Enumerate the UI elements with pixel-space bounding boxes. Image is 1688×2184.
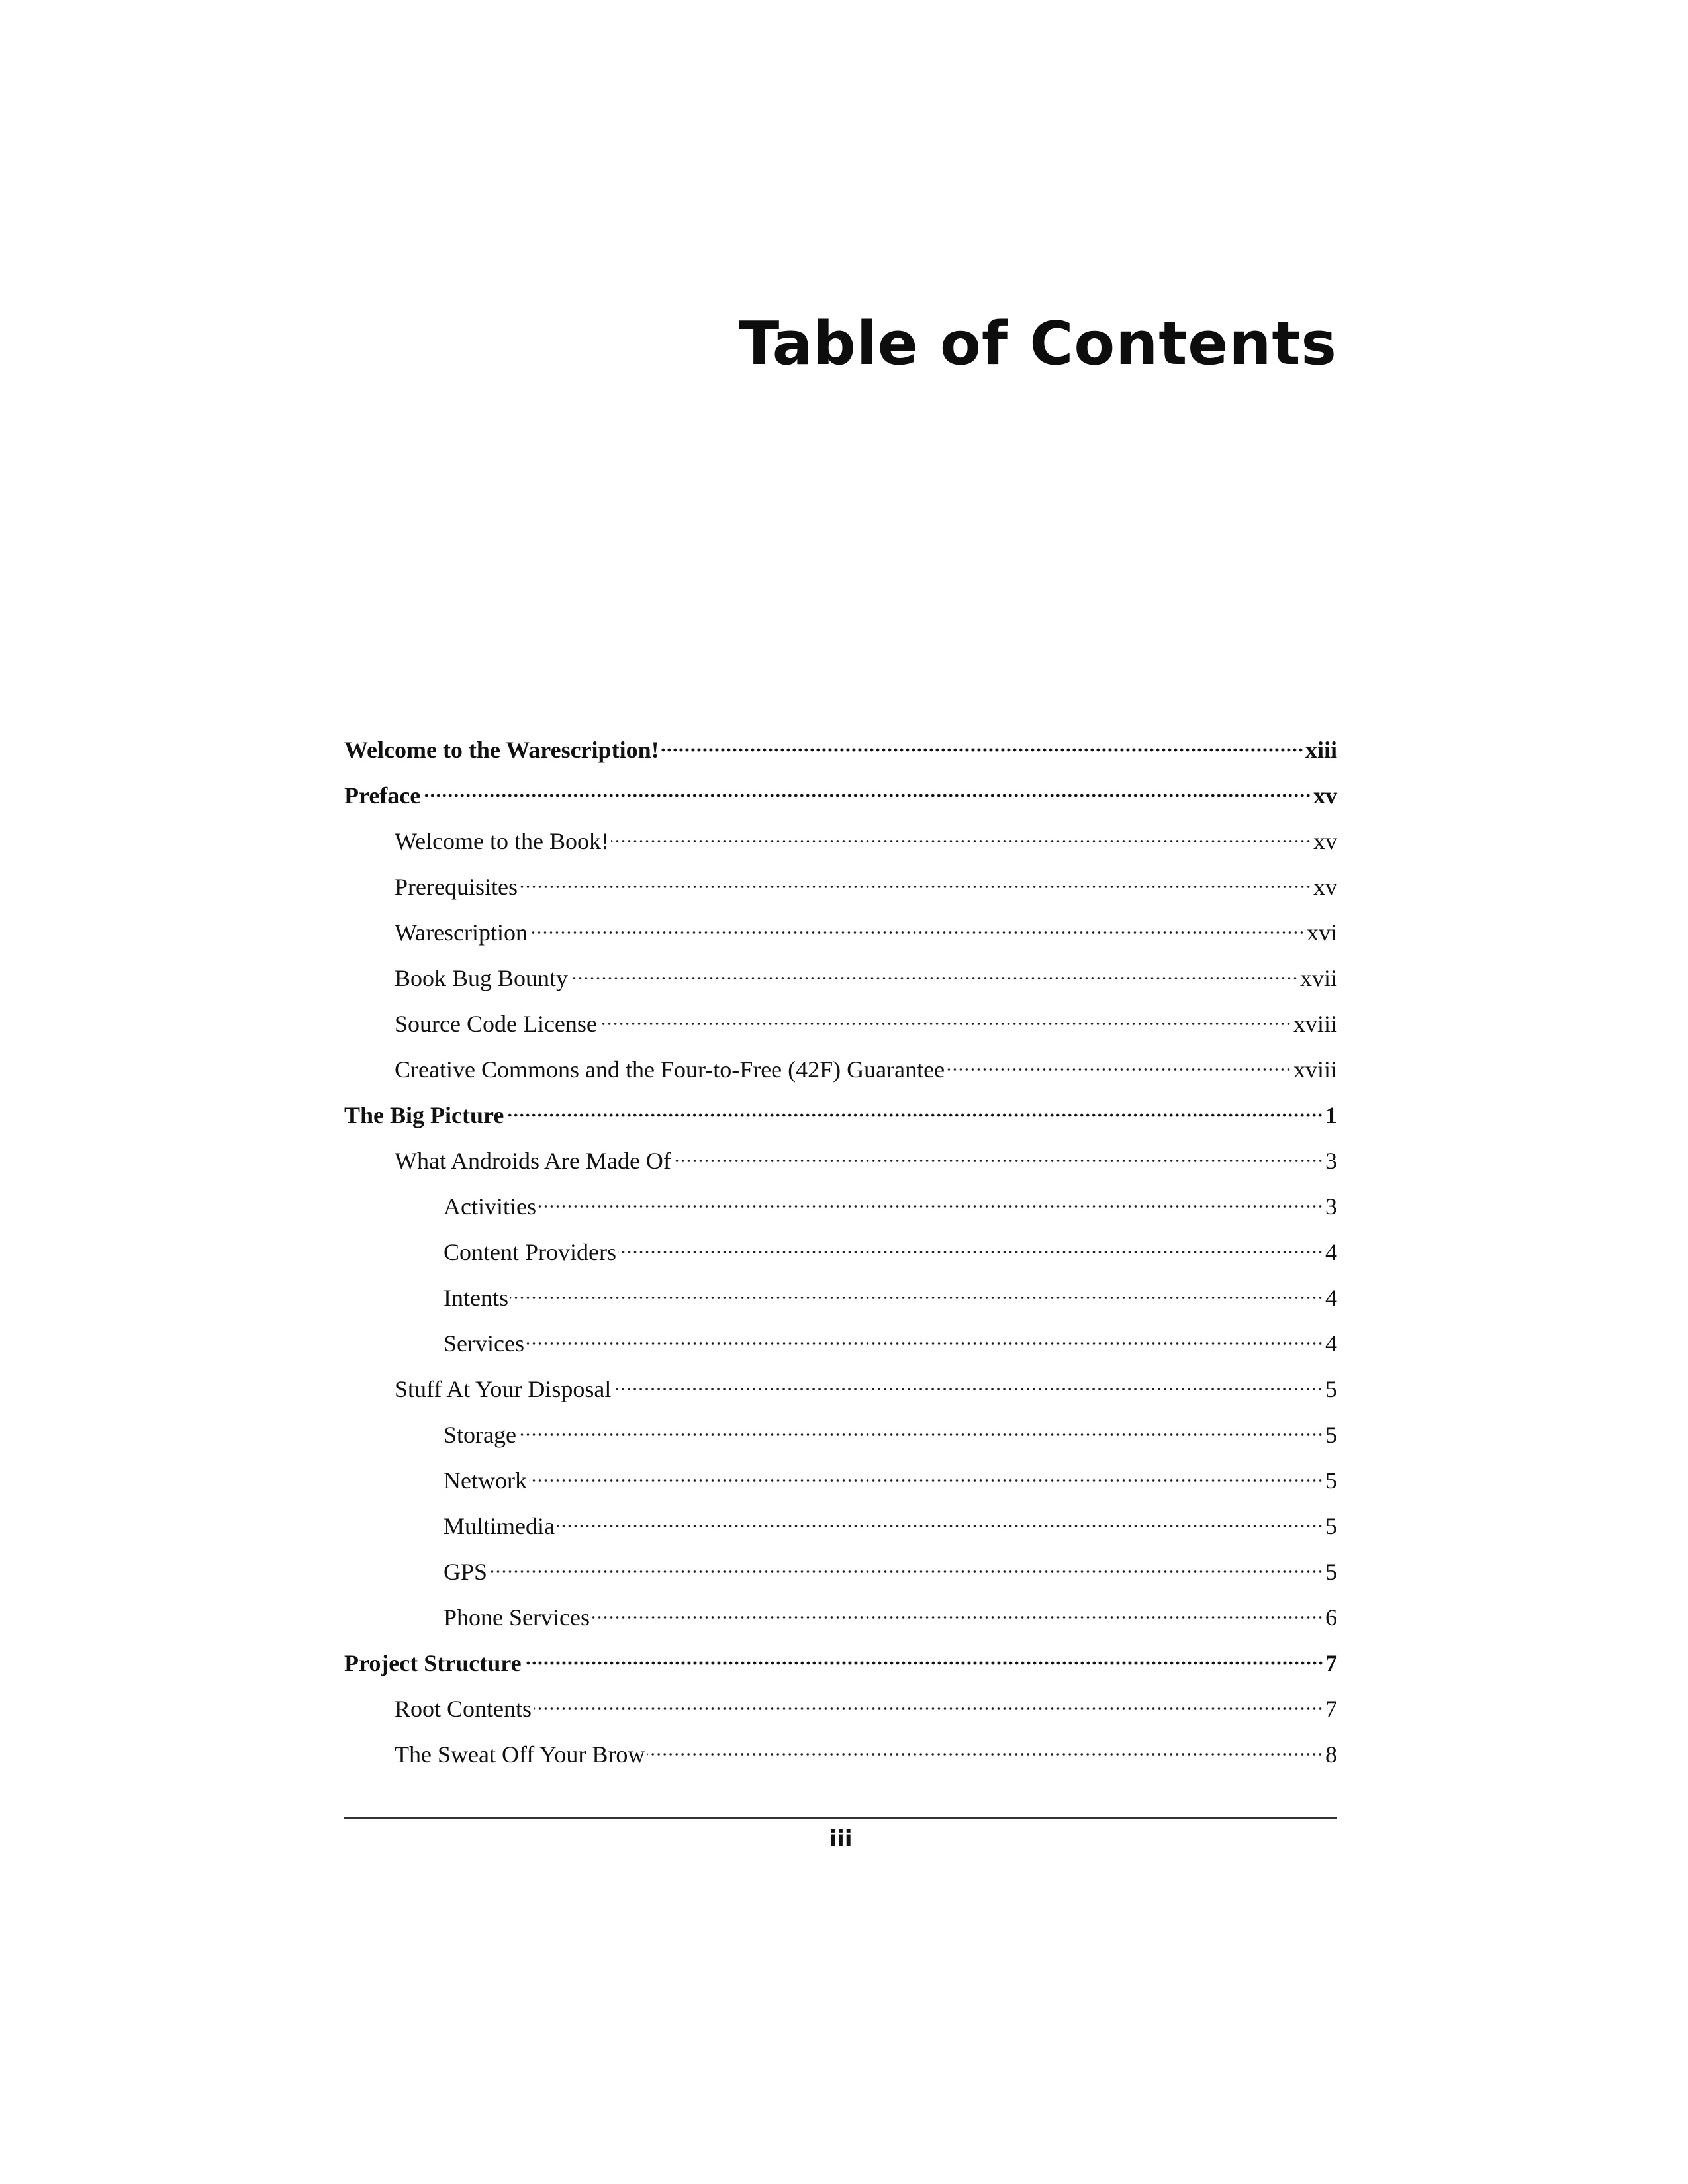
toc-entry[interactable]: [344, 1232, 1337, 1278]
dot-leader: [647, 1752, 1323, 1756]
toc-entry[interactable]: [344, 1735, 1337, 1780]
toc-entry-title: What Androids Are Made Of: [395, 1148, 671, 1174]
toc-entry-page-number: 6: [1325, 1604, 1337, 1631]
dot-leader: [613, 1387, 1323, 1391]
toc-entry-title: Content Providers: [444, 1239, 616, 1265]
toc-entry-title: Source Code License: [395, 1011, 597, 1037]
toc-entry[interactable]: [344, 1324, 1337, 1369]
toc-entry-page-number: xv: [1313, 828, 1337, 854]
dot-leader: [534, 1707, 1323, 1711]
dot-leader: [530, 931, 1305, 934]
dot-leader: [570, 976, 1298, 980]
toc-entry-page-number: 8: [1325, 1741, 1337, 1768]
dot-leader: [506, 1113, 1323, 1117]
toc-entry[interactable]: [344, 1598, 1337, 1643]
toc-entry[interactable]: [344, 913, 1337, 958]
toc-entry-title: Creative Commons and the Four-to-Free (42F) Guarantee: [395, 1056, 945, 1083]
toc-entry[interactable]: [344, 1095, 1337, 1141]
toc-entry[interactable]: [344, 1506, 1337, 1552]
toc-entry-page-number: 4: [1325, 1239, 1337, 1265]
toc-entry[interactable]: [344, 867, 1337, 913]
dot-leader: [489, 1570, 1323, 1574]
dot-leader: [538, 1205, 1323, 1208]
toc-entry[interactable]: [344, 958, 1337, 1004]
dot-leader: [947, 1068, 1291, 1071]
dot-leader: [422, 794, 1311, 797]
toc-entry-title: Stuff At Your Disposal: [395, 1376, 612, 1402]
toc-entry[interactable]: [344, 1461, 1337, 1506]
toc-entry-title: Intents: [444, 1285, 508, 1311]
footer-divider: [344, 1817, 1337, 1819]
toc-entry-page-number: xviii: [1293, 1011, 1337, 1037]
toc-entry-title: Storage: [444, 1422, 516, 1448]
toc-entry-page-number: xvii: [1299, 965, 1337, 991]
dot-leader: [520, 885, 1311, 889]
toc-entry-title: Activities: [444, 1193, 536, 1220]
table-of-contents: [344, 730, 1337, 1780]
toc-entry-title: Warescription: [395, 919, 528, 946]
toc-entry-title: Prerequisites: [395, 874, 518, 900]
dot-leader: [529, 1479, 1323, 1482]
toc-entry[interactable]: [344, 821, 1337, 867]
toc-entry[interactable]: [344, 1187, 1337, 1232]
toc-entry-title: GPS: [444, 1559, 488, 1585]
toc-entry[interactable]: [344, 1369, 1337, 1415]
toc-entry[interactable]: [344, 1004, 1337, 1050]
toc-entry-page-number: xv: [1313, 782, 1337, 809]
toc-entry-title: Multimedia: [444, 1513, 555, 1539]
toc-entry[interactable]: [344, 1643, 1337, 1689]
toc-entry-title: Project Structure: [344, 1650, 522, 1676]
toc-entry-page-number: 3: [1325, 1148, 1337, 1174]
toc-entry-page-number: 5: [1325, 1513, 1337, 1539]
toc-entry-title: Welcome to the Book!: [395, 828, 610, 854]
dot-leader: [557, 1524, 1323, 1528]
toc-entry-title: Phone Services: [444, 1604, 590, 1631]
toc-entry[interactable]: [344, 730, 1337, 776]
toc-entry-title: Preface: [344, 782, 421, 809]
toc-entry-page-number: 4: [1325, 1285, 1337, 1311]
toc-entry[interactable]: [344, 1141, 1337, 1187]
toc-entry-title: The Sweat Off Your Brow: [395, 1741, 645, 1768]
toc-entry-title: The Big Picture: [344, 1102, 504, 1128]
toc-entry-page-number: xvi: [1306, 919, 1337, 946]
toc-entry-page-number: xiii: [1305, 737, 1337, 763]
toc-entry-title: Book Bug Bounty: [395, 965, 569, 991]
toc-entry-page-number: xviii: [1293, 1056, 1337, 1083]
toc-entry-page-number: 5: [1325, 1559, 1337, 1585]
toc-entry-title: Network: [444, 1467, 527, 1494]
toc-entry[interactable]: [344, 1552, 1337, 1598]
toc-entry-title: Root Contents: [395, 1696, 532, 1722]
dot-leader: [510, 1296, 1323, 1300]
toc-entry-page-number: 7: [1325, 1696, 1337, 1722]
dot-leader: [673, 1159, 1323, 1163]
dot-leader: [526, 1342, 1323, 1345]
toc-entry-page-number: 1: [1325, 1102, 1337, 1128]
toc-entry-page-number: 5: [1325, 1422, 1337, 1448]
toc-entry-page-number: 7: [1325, 1650, 1337, 1676]
toc-entry-page-number: xv: [1313, 874, 1337, 900]
dot-leader: [518, 1433, 1323, 1437]
toc-entry-page-number: 5: [1325, 1376, 1337, 1402]
toc-entry-title: Welcome to the Warescription!: [344, 737, 659, 763]
toc-entry-page-number: 4: [1325, 1330, 1337, 1357]
dot-leader: [524, 1661, 1323, 1665]
toc-entry-page-number: 3: [1325, 1193, 1337, 1220]
toc-entry-title: Services: [444, 1330, 524, 1357]
toc-entry[interactable]: [344, 1278, 1337, 1324]
dot-leader: [611, 839, 1311, 843]
toc-entry[interactable]: [344, 1050, 1337, 1095]
toc-entry[interactable]: [344, 1415, 1337, 1461]
page-number: iii: [829, 1826, 853, 1852]
dot-leader: [661, 748, 1303, 752]
toc-entry-page-number: 5: [1325, 1467, 1337, 1494]
dot-leader: [599, 1022, 1291, 1026]
dot-leader: [592, 1615, 1323, 1619]
toc-entry[interactable]: [344, 776, 1337, 821]
page-title: Table of Contents: [738, 309, 1337, 379]
toc-entry[interactable]: [344, 1689, 1337, 1735]
dot-leader: [618, 1250, 1323, 1254]
